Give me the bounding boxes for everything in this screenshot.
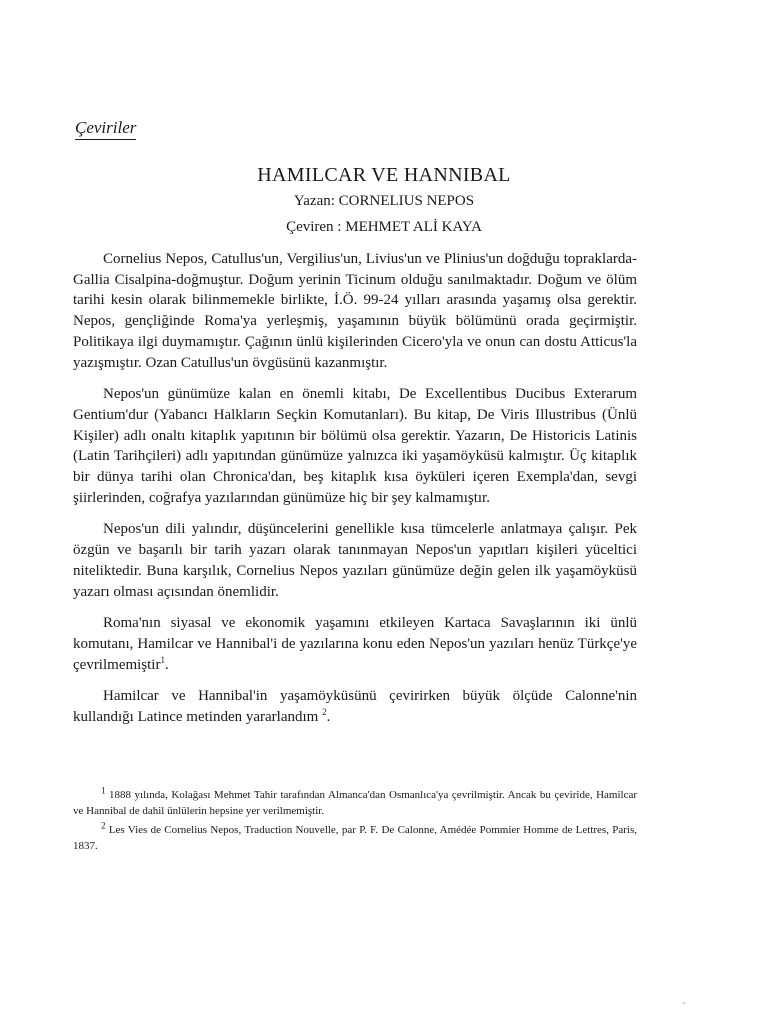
paragraph: Nepos'un dili yalındır, düşüncelerini genellikle kısa tümcelerle anlatmaya çalışır. Pek özgün ve başarılı bir tarih yazarı olarak tanınmayan Nepos'un yapıtları kişileri yüceltici niteliktedir. Buna karşılık, Cornelius Nepos yazıları günümüze değin gelen ilk yaşamöyküsü yazarı olması açısından önemlidir. (73, 521, 637, 600)
author-line: Yazan: CORNELIUS NEPOS (293, 193, 475, 209)
paragraph: Nepos'un günümüze kalan en önemli kitabı, De Excellentibus Ducibus Exterarum Gentium'dur (Yabancı Halkların Seçkin Komutanları). Bu kitap, De Viris Illustribus (Ünlü Kişiler) adlı onaltı kitaplık yapıtının bir bölümü olsa gerektir. Yazarın, De Historicis Latinis (Latin Tarihçileri) adlı yapıtından günümüze yalnızca iki yaşamöyküsü kalmıştır. Üç kitaplık bir dünya tarihi olan Chronica'dan, beş kitaplık kısa öyküleri içeren Exempla'dan, sevgi şiirlerinden, coğrafya yazılarından günümüze hiç bir şey kalmamıştır. (73, 386, 637, 506)
scan-speck (683, 1002, 685, 1004)
paragraph: Cornelius Nepos, Catullus'un, Vergilius'un, Livius'un ve Plinius'un doğduğu topraklarda-Gallia Cisalpina-doğmuştur. Doğum yerinin Ticinum olduğu sanılmaktadır. Doğum ve ölüm tarihi kesin olarak bilinmemekle birlikte, İ.Ö. 99-24 yılları arasında yaşamış olsa gerektir. Nepos, gençliğinde Roma'ya yerleşmiş, yaşamının büyük bölümünü orada geçirmiştir. Politikaya ilgi duymamıştır. Çağının ünlü kişilerinden Cicero'yla ve onun can dostu Atticus'la yazışmıştır. Ozan Catullus'un övgüsünü kazanmıştır. (73, 251, 637, 371)
paragraph-with-footnote-2: Hamilcar ve Hannibal'in yaşamöyküsünü çevirirken büyük ölçüde Calonne'nin kullandığı Latince metinden yararlandım $^2$. (73, 688, 637, 726)
translator-line: Çeviren : MEHMET ALİ KAYA (286, 219, 482, 235)
footnotes (73, 785, 638, 858)
article-title: HAMILCAR VE HANNIBAL (257, 164, 511, 186)
section-label: Çeviriler (75, 118, 136, 140)
paragraph-text: Roma'nın siyasal ve ekonomik yaşamını etkileyen Kartaca Savaşlarının iki ünlü komutanı, Hamilcar ve Hannibal'i de yazılarına konu eden Nepos'un yazıları henüz Türkçe'ye çevrilmemiştir (73, 615, 637, 673)
footnote (73, 820, 638, 854)
footnote-ref-2: 2 (322, 707, 327, 718)
footnote-ref-1: 1 (160, 654, 165, 665)
footnote-text: 1888 yılında, Kolağası Mehmet Tahir tarafından Almanca'dan Osmanlıca'ya çevrilmiştir. Ancak bu çeviride, Hamilcar ve Hannibal de dahil ünlülerin hepsine yer verilmemiştir. (73, 789, 637, 817)
footnote-mark: 2 (101, 820, 106, 831)
paragraph-with-footnote-1: Roma'nın siyasal ve ekonomik yaşamını etkileyen Kartaca Savaşlarının iki ünlü komutanı, Hamilcar ve Hannibal'i de yazılarına konu eden Nepos'un yazıları henüz Türkçe'ye çevrilmemiştir$^1$. (73, 615, 637, 673)
footnote-mark: 1 (101, 785, 106, 796)
footnote-text: Les Vies de Cornelius Nepos, Traduction Nouvelle, par P. F. De Calonne, Amédée Pommier Homme de Lettres, Paris, 1837. (73, 824, 638, 852)
paragraph-text: Hamilcar ve Hannibal'in yaşamöyküsünü çevirirken büyük ölçüde Calonne'nin kullandığı Latince metinden yararlandım (73, 688, 637, 726)
article-body (73, 249, 637, 728)
footnote (73, 785, 637, 819)
